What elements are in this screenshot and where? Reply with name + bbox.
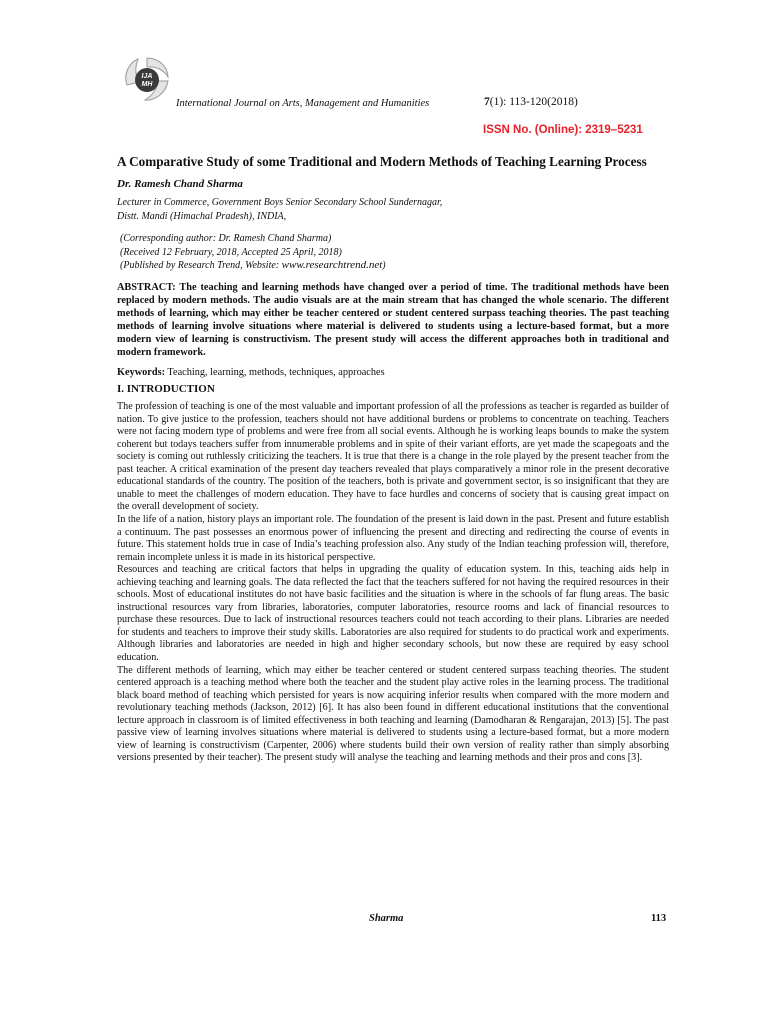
article-meta	[120, 232, 669, 273]
journal-name: International Journal on Arts, Management and Humanities	[176, 98, 430, 109]
journal-logo	[121, 55, 173, 103]
body-paragraph: In the life of a nation, history plays an important role. The foundation of the present is laid down in the past. Present and future establish a continuum. The past possesses an enormous power of influencing the present and directing and redirecting the course of events in future. This statement holds true in case of India’s teaching profession also. Any study of the Indian teaching profession will, therefore, remain incomplete unless it is made in its historical perspective.	[117, 513, 669, 563]
logo-text-top: IJA	[141, 73, 153, 80]
author-name: Dr. Ramesh Chand Sharma	[117, 178, 243, 190]
logo-text-bottom: MH	[141, 81, 153, 88]
published-by	[120, 259, 669, 273]
issn-number: ISSN No. (Online): 2319–5231	[483, 124, 643, 136]
keywords	[117, 367, 669, 378]
body-paragraph: The profession of teaching is one of the most valuable and important profession of all the professions as teacher is regarded as builder of nation. To give justice to the profession, teachers should not have additional burdens or problems to concentrate on teaching. Teachers were not facing modern type of problems and were free from all social events. Although he is working leaps bounds to make the system coherent but todays teachers suffer from innumerable problems and in spite of their variant efforts, are yet made the scapegoats and the society is coming out ruthlessly criticizing the teachers. It is true that there is a change in the role played by the present teacher from the past teacher. A critical examination of the present day teachers revealed that plays comparatively a minor role in the present decorative educational standards of the country. The position of the teachers, both is private and government sector, is so insignificant that they are unable to meet the challenges of modern education. They have to face hurdles and concerns of society that is causing great impact on the overall development of society.	[117, 401, 669, 513]
page-number: 113	[651, 913, 667, 924]
keywords-label: Keywords:	[117, 367, 166, 379]
volume-issue-pages: (1): 113-120(2018)	[489, 96, 578, 108]
article-title: A Comparative Study of some Traditional and Modern Methods of Teaching Learning Process	[117, 154, 647, 169]
volume-number: 7	[484, 96, 490, 108]
article-content	[117, 154, 669, 765]
published-suffix: )	[382, 260, 386, 271]
keywords-list: Teaching, learning, methods, techniques, approaches	[165, 367, 385, 379]
received-dates: (Received 12 February, 2018, Accepted 25 April, 2018)	[120, 246, 342, 258]
body-paragraph: Resources and teaching are critical factors that helps in upgrading the quality of education system. In this, teaching aids help in achieving teaching and learning goals. The data reflected the fact that the teachers suffered for not having the required resources in their schools. Most of educational institutes do not have basic facilities and the situation is where in the schools of far flung areas. The basic instructional resources vary from libraries, laboratories, computer laboratories, resource rooms and lack of financial resources to purchase these resources. Due to lack of instructional resources teachers could not teach according to their plans. Libraries are needed for students and teachers to improve their study skills. Laboratories are also required for students to do practical work and experiments. Although libraries and laboratories are needed in high and higher secondary schools, but now these are required by easy school education.	[117, 564, 669, 663]
website-link[interactable]: www.researchtrend.net	[281, 259, 383, 271]
author-affiliation	[117, 196, 669, 224]
abstract: ABSTRACT: The teaching and learning methods have changed over a period of time. The traditional methods have been replaced by modern methods. The audio visuals are at the main stream that has changed the whole scenario. The different methods of learning, which may either be teacher centered or student centered surpass teaching theories. The past teaching methods of learning involve situations where material is delivered to students using a lecture-based format, but a more modern view of learning is constructivism. The present study will access the different approaches both in traditional and modern framework.	[117, 281, 669, 358]
affiliation-line-2: Distt. Mandi (Himachal Pradesh), INDIA,	[117, 211, 287, 222]
affiliation-line-1: Lecturer in Commerce, Government Boys Senior Secondary School Sundernagar,	[117, 197, 443, 208]
published-prefix: (Published by Research Trend, Website:	[120, 260, 282, 271]
journal-logo-icon	[121, 55, 173, 103]
section-heading-introduction: I. INTRODUCTION	[117, 383, 215, 396]
footer-author: Sharma	[369, 913, 404, 924]
body-paragraph: The different methods of learning, which may either be teacher centered or student centered surpass teaching theories. The student centered approach is a teaching method where both the teacher and the student play active roles in the learning process. The traditional black board method of teaching which persisted for years is now acquiring inferior results when compared with the more modern and revolutionary teaching methods (Jackson, 2012) [6]. It has also been found in different educational institutions that the conventional lecture approach in classroom is of limited effectiveness in both teaching and learning (Damodharan & Rengarajan, 2013) [5]. The past passive view of learning involves situations where material is delivered to students using a lecture-based format, but a more modern view of learning is constructivism (Carpenter, 2006) where students build their own version of reality rather than simply absorbing versions presented by their teacher). The present study will analyse the teaching and learning methods and their pros and cons [3].	[117, 664, 669, 764]
corresponding-author: (Corresponding author: Dr. Ramesh Chand Sharma)	[120, 233, 332, 244]
volume-info	[484, 96, 578, 108]
